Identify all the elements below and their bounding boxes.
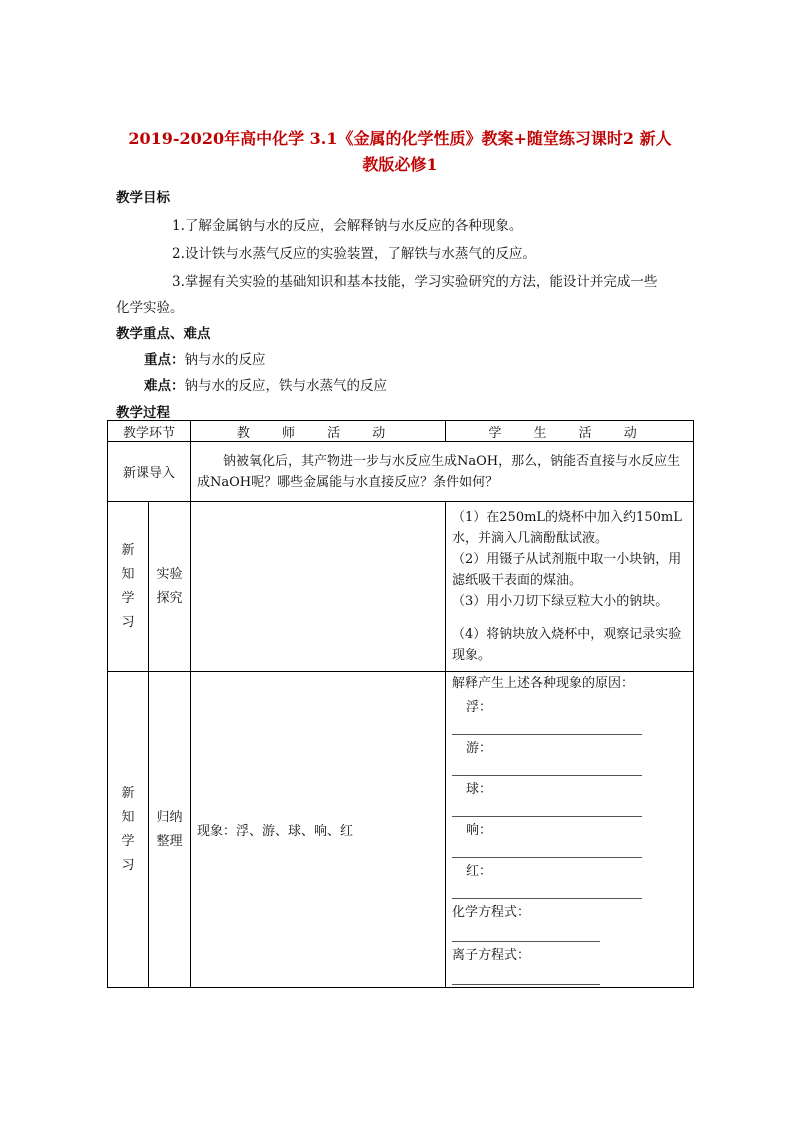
step-2: （2）用镊子从试剂瓶中取一小块钠，用滤纸吸干表面的煤油。 [452, 552, 682, 588]
goal-3: 3.掌握有关实验的基础知识和基本技能，学习实验研究的方法，能设计并完成一些 [172, 274, 658, 290]
goal-1: 1.了解金属钠与水的反应，会解释钠与水反应的各种现象。 [172, 218, 523, 234]
header-student: 学 生 活 动 [446, 421, 694, 442]
explain-float: 浮： [452, 694, 687, 735]
key-points-heading: 教学重点、难点 [116, 326, 211, 342]
summary-row [108, 672, 694, 988]
explain-ball: 球： [452, 776, 687, 817]
explain-intro: 解释产生上述各种现象的原因： [452, 676, 635, 691]
summary-label: 归纳 整理 [149, 672, 191, 988]
goals-heading: 教学目标 [116, 190, 170, 206]
process-heading: 教学过程 [116, 405, 170, 421]
explain-red: 红： [452, 858, 687, 899]
goal-2: 2.设计铁与水蒸气反应的实验装置，了解铁与水蒸气的反应。 [172, 246, 536, 262]
difficult-point-text: 钠与水的反应，铁与水蒸气的反应 [184, 378, 387, 394]
explain-swim: 游： [452, 735, 687, 776]
step-3: （3）用小刀切下绿豆粒大小的钠块。 [452, 594, 669, 609]
teaching-process-table [107, 420, 694, 988]
key-point [144, 348, 266, 368]
difficult-point [144, 374, 387, 394]
key-point-text: 钠与水的反应 [184, 352, 266, 368]
experiment-row [108, 502, 694, 672]
difficult-point-label: 难点： [144, 378, 185, 394]
experiment-teacher-cell [191, 502, 446, 672]
chemical-equation: 化学方程式： [452, 899, 687, 942]
experiment-steps [446, 502, 694, 672]
intro-label: 新课导入 [108, 442, 191, 502]
explain-sound: 响： [452, 817, 687, 858]
intro-row [108, 442, 694, 502]
new-learning-label: 新 知 学 习 [108, 502, 149, 672]
key-point-label: 重点： [144, 352, 185, 368]
ionic-equation: 离子方程式： [452, 942, 687, 985]
header-teacher: 教 师 活 动 [191, 421, 446, 442]
intro-text: 钠被氧化后，其产物进一步与水反应生成NaOH，那么，钠能否直接与水反应生成NaOH呢？哪些金属能与水直接反应？条件如何？ [191, 442, 694, 502]
title-line-1: 2019-2020年高中化学 3.1《金属的化学性质》教案+随堂练习课时2 新人 [128, 129, 672, 148]
table-header-row [108, 421, 694, 442]
new-learning-label-2: 新 知 学 习 [108, 672, 149, 988]
experiment-label: 实验 探究 [149, 502, 191, 672]
phenomena-text: 现象：浮、游、球、响、红 [191, 672, 446, 988]
title-line-2: 教版必修1 [362, 155, 438, 174]
goal-3-cont: 化学实验。 [116, 300, 184, 316]
explanation-cell [446, 672, 694, 988]
step-4: （4）将钠块放入烧杯中，观察记录实验现象。 [452, 627, 682, 663]
step-1: （1）在250mL的烧杯中加入约150mL水，并滴入几滴酚酞试液。 [452, 510, 682, 546]
header-stage: 教学环节 [108, 421, 191, 442]
document-title [100, 126, 700, 178]
